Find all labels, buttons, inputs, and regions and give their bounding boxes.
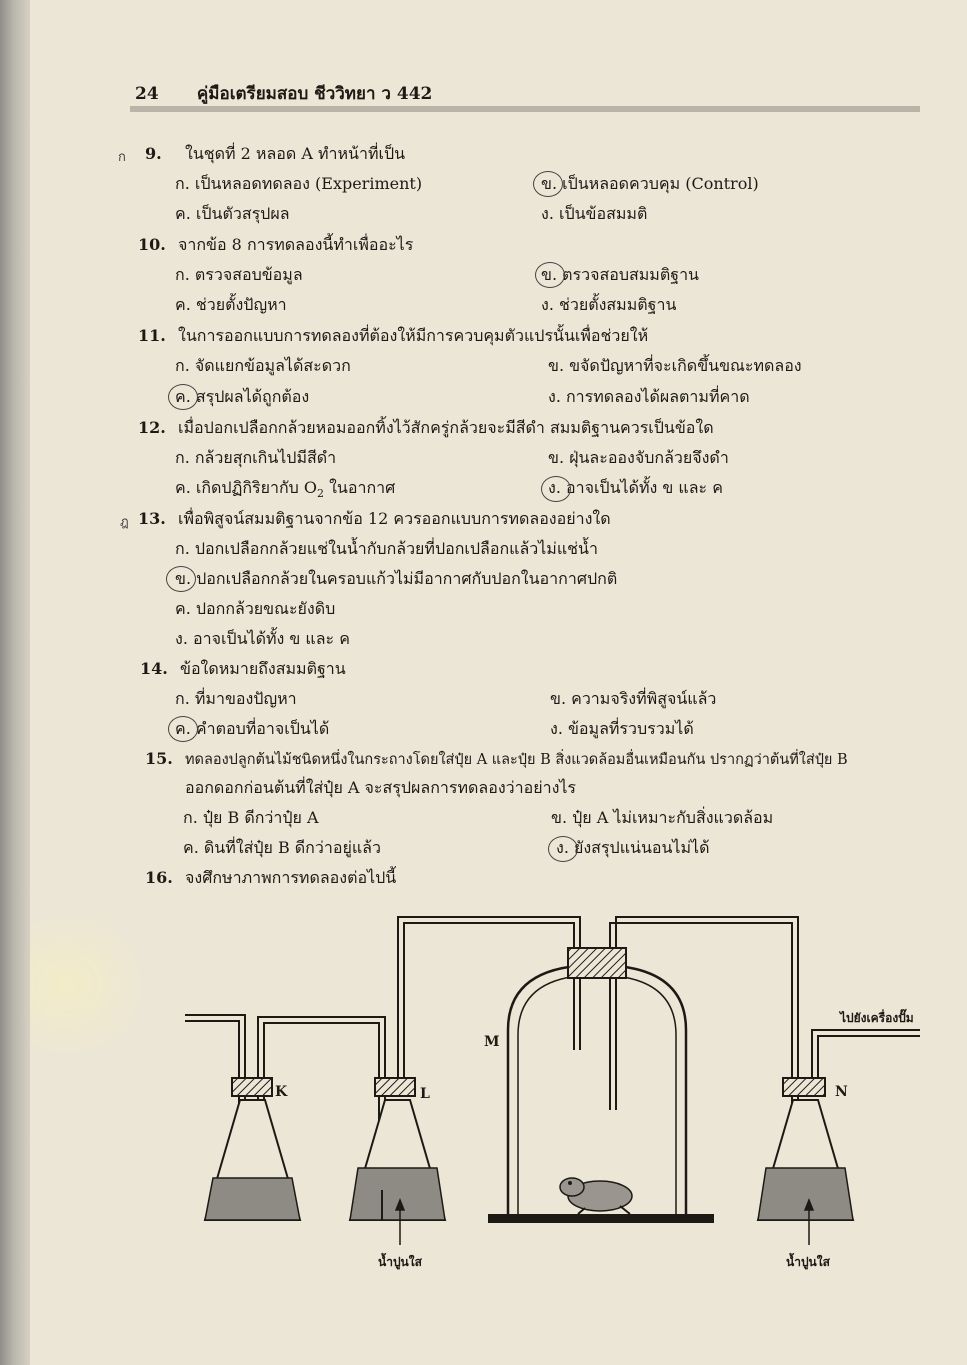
question-number: 15. (145, 749, 173, 768)
option: ง. เป็นข้อสมมติ (541, 204, 648, 223)
label-k: K (275, 1084, 288, 1100)
subscript: 2 (317, 487, 325, 501)
question-text: จงศึกษาภาพการทดลองต่อไปนี้ (185, 868, 397, 887)
question-number: 12. (138, 418, 166, 437)
label-l: L (420, 1086, 430, 1102)
label-m: M (484, 1034, 500, 1050)
book-title: คู่มือเตรียมสอบ ชีววิทยา ว 442 (196, 84, 433, 104)
option: ง. ข้อมูลที่รวบรวมได้ (550, 719, 694, 738)
option: ข. ปอกเปลือกกล้วยในครอบแก้วไม่มีอากาศกับปอกในอากาศปกติ (175, 569, 618, 588)
option: ค. คำตอบที่อาจเป็นได้ (175, 719, 330, 738)
option: ค. ปอกกล้วยขณะยังดิบ (175, 599, 336, 618)
margin-mark: ฎ (120, 515, 129, 530)
question-text: ในการออกแบบการทดลองที่ต้องให้มีการควบคุมตัวแปรนั้นเพื่อช่วยให้ (178, 326, 649, 345)
option: ก. ที่มาของปัญหา (175, 689, 297, 708)
option: ง. ช่วยตั้งสมมติฐาน (541, 295, 677, 314)
option: ค. สรุปผลได้ถูกต้อง (175, 387, 310, 406)
flask-l (350, 1078, 445, 1220)
label-n: N (835, 1084, 848, 1100)
page-number: 24 (135, 84, 159, 104)
question-text: เมื่อปอกเปลือกกล้วยหอมออกทิ้งไว้สักครู่กล้วยจะมีสีดำ สมมติฐานควรเป็นข้อใด (178, 418, 714, 437)
question-text: จากข้อ 8 การทดลองนี้ทำเพื่ออะไร (178, 235, 414, 254)
option: ก. จัดแยกข้อมูลได้สะดวก (175, 356, 351, 375)
question-number: 14. (140, 659, 168, 678)
question-text: ข้อใดหมายถึงสมมติฐาน (180, 659, 346, 678)
option: ข. ขจัดปัญหาที่จะเกิดขึ้นขณะทดลอง (548, 356, 802, 375)
option: ก. ปุ๋ย B ดีกว่าปุ๋ย A (183, 808, 319, 827)
option: ข. เป็นหลอดควบคุม (Control) (541, 174, 759, 193)
option: ค. เป็นตัวสรุปผล (175, 204, 290, 223)
option: ข. ฝุ่นละอองจับกล้วยจึงดำ (548, 448, 729, 467)
tube-m-to-n (610, 923, 792, 1190)
limewater-left-label: น้ำปูนใส (378, 1255, 422, 1269)
question-number: 13. (138, 509, 166, 528)
question-number: 11. (138, 326, 166, 345)
option: ข. ตรวจสอบสมมติฐาน (541, 265, 699, 284)
option: ง. การทดลองได้ผลตามที่คาด (548, 387, 750, 406)
option-tail: ในอากาศ (329, 478, 396, 497)
option: ก. ตรวจสอบข้อมูล (175, 265, 303, 284)
option: ค. ช่วยตั้งปัญหา (175, 295, 287, 314)
option: ก. เป็นหลอดทดลอง (Experiment) (175, 174, 423, 193)
question-text: ในชุดที่ 2 หลอด A ทำหน้าที่เป็น (185, 144, 406, 163)
option: ค. ดินที่ใส่ปุ๋ย B ดีกว่าอยู่แล้ว (183, 838, 381, 857)
question-number: 10. (138, 235, 166, 254)
option: ง. อาจเป็นได้ทั้ง ข และ ค (175, 629, 350, 648)
question-number: 9. (145, 144, 162, 163)
limewater-right-label: น้ำปูนใส (786, 1255, 830, 1269)
option: ก. กล้วยสุกเกินไปมีสีดำ (175, 448, 337, 467)
option: ง. ยังสรุปแน่นอนไม่ได้ (556, 838, 710, 857)
outlet-tube (812, 1030, 920, 1085)
question-15-continued: ออกดอกก่อนต้นที่ใส่ปุ๋ย A จะสรุปผลการทดลองว่าอย่างไร (185, 778, 577, 797)
option: ข. ปุ๋ย A ไม่เหมาะกับสิ่งแวดล้อม (551, 808, 774, 827)
option: ก. ปอกเปลือกกล้วยแช่ในน้ำกับกล้วยที่ปอกเปลือกแล้วไม่แช่น้ำ (175, 539, 598, 558)
question-text: เพื่อพิสูจน์สมมติฐานจากข้อ 12 ควรออกแบบการทดลองอย่างใด (178, 509, 611, 528)
to-pump-label: ไปยังเครื่องปั๊ม (840, 1011, 914, 1025)
frog (560, 1178, 632, 1214)
option: ง. อาจเป็นได้ทั้ง ข และ ค (548, 478, 723, 497)
question-number: 16. (145, 868, 173, 887)
margin-mark: ก (118, 150, 126, 165)
question-text: ทดลองปลูกต้นไม้ชนิดหนึ่งในกระถางโดยใส่ปุ๋ย A และปุ๋ย B สิ่งแวดล้อมอื่นเหมือนกัน ปรากฏว่าต้นที่ใส่ปุ๋ย B (185, 752, 848, 768)
tube-l-to-m (398, 917, 580, 1090)
option-text: ค. เกิดปฏิกิริยากับ O (175, 478, 318, 497)
option: ข. ความจริงที่พิสูจน์แล้ว (550, 689, 717, 708)
